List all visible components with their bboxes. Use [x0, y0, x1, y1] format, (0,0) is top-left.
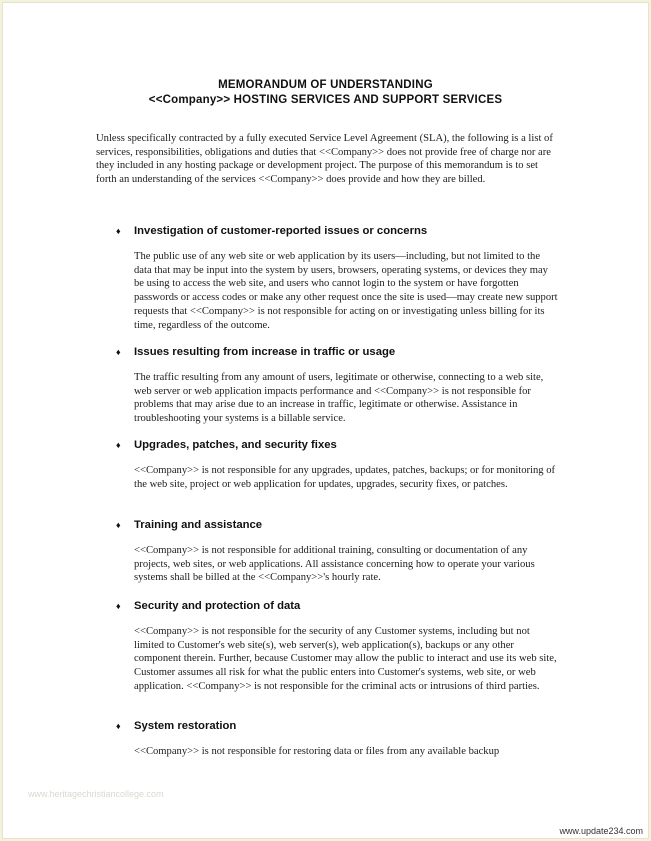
section-upgrades [116, 437, 566, 491]
diamond-bullet-icon: ♦ [116, 226, 121, 236]
diamond-bullet-icon: ♦ [116, 440, 121, 450]
section-heading [116, 223, 566, 239]
diamond-bullet-icon: ♦ [116, 601, 121, 611]
section-body: <<Company>> is not responsible for any upgrades, updates, patches, backups; or for monitoring of the web site, project or web application for updates, upgrades, security fixes, or patches. [134, 465, 556, 490]
section-heading-text: Upgrades, patches, and security fixes [134, 439, 337, 451]
diamond-bullet-icon: ♦ [116, 721, 121, 731]
section-traffic [116, 344, 566, 426]
section-heading [116, 598, 566, 614]
section-heading [116, 718, 566, 734]
document-subtitle: <<Company>> HOSTING SERVICES AND SUPPORT SERVICES [148, 94, 503, 106]
section-restoration [116, 718, 566, 759]
section-security [116, 598, 566, 694]
section-heading [116, 517, 566, 533]
document-title: MEMORANDUM OF UNDERSTANDING [218, 79, 433, 91]
watermark-right: www.update234.com [559, 826, 643, 836]
section-heading [116, 437, 566, 453]
section-body: <<Company>> is not responsible for restoring data or files from any available backup [134, 746, 500, 757]
section-heading-text: Security and protection of data [134, 600, 301, 612]
intro-paragraph: Unless specifically contracted by a fully executed Service Level Agreement (SLA), the following is a list of services, responsibilities, obligations and duties that <<Company>> does not provide free of charge nor are they included in any hosting package or development project. The purpose of this memorandum is to set forth an understanding of the services <<Company>> does provide and how they are billed. [96, 133, 553, 186]
section-investigation [116, 223, 566, 332]
watermark-left: www.heritagechristiancollege.com [28, 789, 164, 799]
section-body: The public use of any web site or web application by its users—including, but not limited to the data that may be input into the system by users, browsers, operating systems, or devices they may be using to access the web site, and users who cannot login to the system or have forgotten passwords or access codes or make any other request once the site is used—may create new support requests that <<Company>> is not responsible for acting on or investigating unless billing for its time, regardless of the outcome. [134, 251, 558, 331]
section-heading-text: Issues resulting from increase in traffic or usage [134, 346, 396, 358]
section-heading [116, 344, 566, 360]
section-body: <<Company>> is not responsible for additional training, consulting or documentation of any projects, web sites, or web applications. All assistance concerning how to operate your various systems shall be billed at the <<Company>>'s hourly rate. [134, 545, 535, 584]
section-heading-text: System restoration [134, 720, 237, 732]
section-body: <<Company>> is not responsible for the security of any Customer systems, including but not limited to Customer's web site(s), web server(s), web application(s), backups or any other component therein. Further, because Customer may allow the public to interact and use its web site, Customer assumes all risk for what the public enters into Customer's systems, web site, or web application. <<Company>> is not responsible for the criminal acts or intrusions of third parties. [134, 626, 557, 692]
section-heading-text: Investigation of customer-reported issues or concerns [134, 225, 428, 237]
diamond-bullet-icon: ♦ [116, 520, 121, 530]
section-heading-text: Training and assistance [134, 519, 263, 531]
section-body: The traffic resulting from any amount of users, legitimate or otherwise, connecting to a web site, web server or web application impacts performance and <<Company>> is not responsible for problems that may arise due to an increase in traffic, legitimate or otherwise. Assistance in troubleshooting your systems is a billable service. [134, 372, 544, 425]
section-training [116, 517, 566, 585]
diamond-bullet-icon: ♦ [116, 347, 121, 357]
